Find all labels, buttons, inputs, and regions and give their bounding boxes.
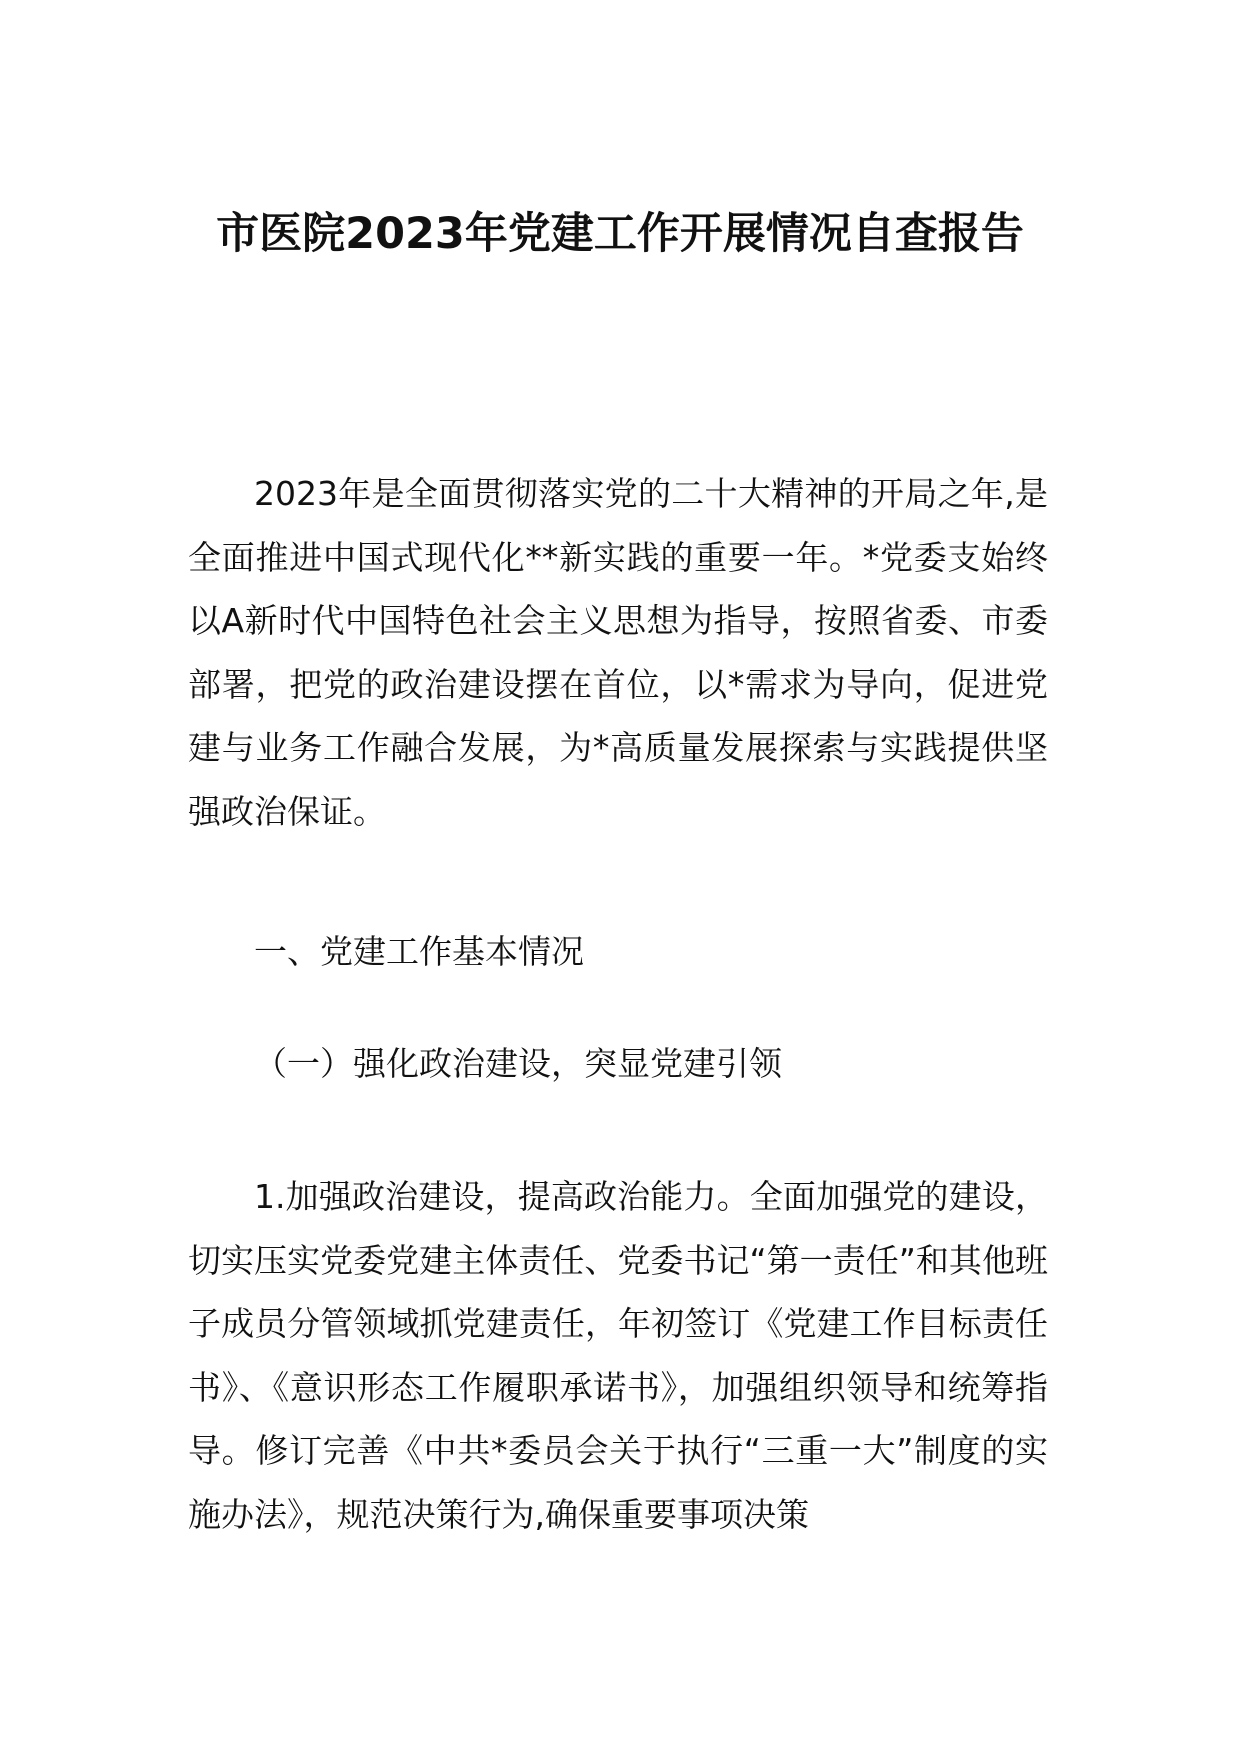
document-title: 市医院2023年党建工作开展情况自查报告 bbox=[216, 209, 1024, 259]
intro-paragraph: 2023年是全面贯彻落实党的二十大精神的开局之年,是全面推进中国式现代化**新实践的重要一年。*党委支始终以A新时代中国特色社会主义思想为指导，按照省委、市委部署，把党的政治建设摆在首位，以*需求为导向，促进党建与业务工作融合发展，为*高质量发展探索与实践提供坚强政治保证。 bbox=[188, 474, 1048, 831]
subsection-heading: （一）强化政治建设，突显党建引领 bbox=[254, 1044, 782, 1083]
section-heading: 一、党建工作基本情况 bbox=[254, 932, 584, 971]
item-paragraph: 1.加强政治建设，提高政治能力。全面加强党的建设，切实压实党委党建主体责任、党委书记“第一责任”和其他班子成员分管领域抓党建责任，年初签订《党建工作目标责任书》、《意识形态工作履职承诺书》，加强组织领导和统筹指导。修订完善《中共*委员会关于执行“三重一大”制度的实施办法》，规范决策行为,确保重要事项决策 bbox=[188, 1177, 1048, 1534]
